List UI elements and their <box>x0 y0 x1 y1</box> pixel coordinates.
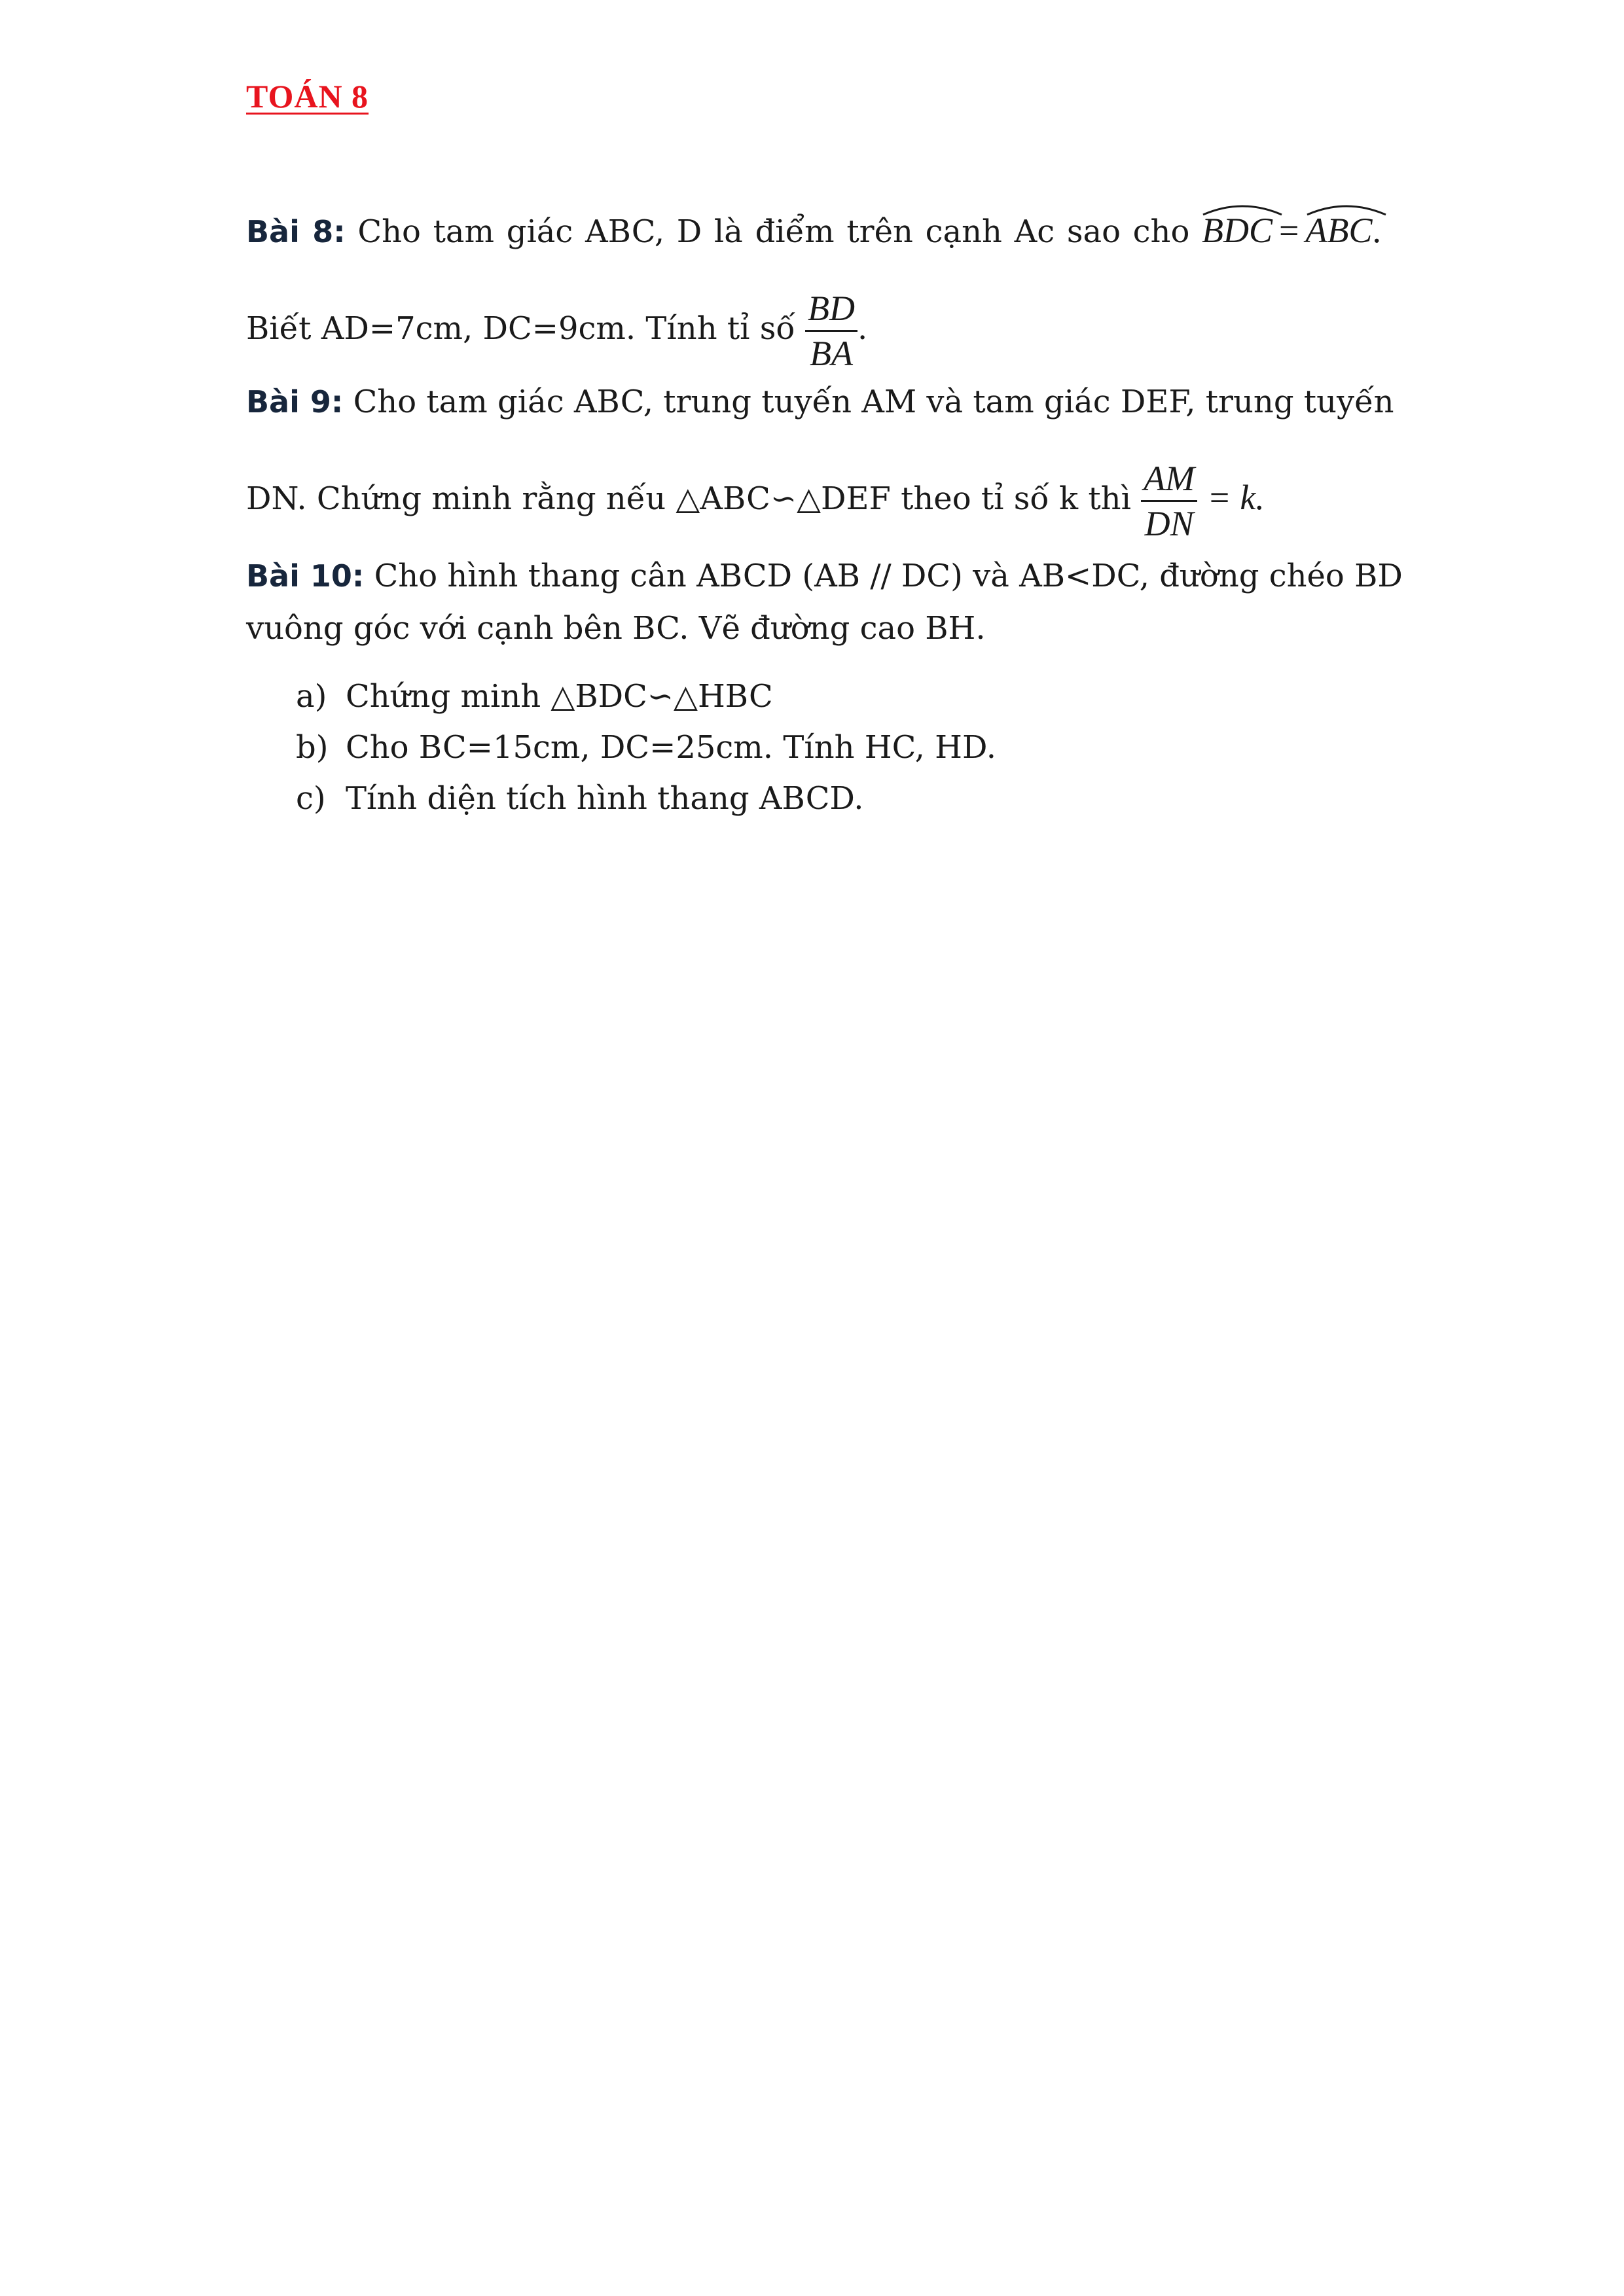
bai8-fraction <box>805 287 857 375</box>
fraction-numerator: AM <box>1141 457 1197 502</box>
bai8-line2: Biết AD=7cm, DC=9cm. Tính tỉ số $\frac{BD}{BA}$ . <box>246 287 867 375</box>
bai10-line1-text: Cho hình thang cân ABCD (AB // DC) và AB<DC, đường chéo BD <box>374 558 1403 594</box>
fraction-denominator: BA <box>810 334 854 373</box>
bai9-line2-text: DN. Chứng minh rằng nếu △ABC∽△DEF theo tỉ số k thì <box>246 480 1131 517</box>
list-item-text: Tính diện tích hình thang ABCD. <box>346 780 864 817</box>
list-item-text: Cho BC=15cm, DC=25cm. Tính HC, HD. <box>346 729 997 766</box>
list-item-text: Chứng minh △BDC∽△HBC <box>346 678 773 715</box>
bai10-line2 <box>246 609 986 648</box>
angle-bdc: BDC <box>1202 211 1272 250</box>
bai10-label: Bài 10: <box>246 558 365 594</box>
angle-hat-icon <box>1200 202 1284 216</box>
bai8-angle-equation: BDC = ABC. <box>1202 213 1381 250</box>
bai9-label: Bài 9: <box>246 384 344 420</box>
angle-abc: ABC <box>1306 211 1373 250</box>
list-marker: c) <box>296 780 326 817</box>
list-item <box>296 779 863 818</box>
bai10-line2-text: vuông góc với cạnh bên BC. Vẽ đường cao BH. <box>246 610 986 647</box>
bai8-line2-text: Biết AD=7cm, DC=9cm. Tính tỉ số <box>246 310 795 347</box>
list-item <box>296 728 996 767</box>
page-title: TOÁN 8 <box>246 78 369 115</box>
list-item <box>296 677 773 716</box>
bai8-label: Bài 8: <box>246 214 346 249</box>
bai9-line1-text: Cho tam giác ABC, trung tuyến AM và tam giác DEF, trung tuyến <box>353 384 1394 420</box>
angle-hat-icon <box>1305 202 1388 216</box>
bai8-line1 <box>246 211 1381 251</box>
list-marker: b) <box>296 729 329 766</box>
bai10-line1 <box>246 556 1403 596</box>
bai8-line1-text: Cho tam giác ABC, D là điểm trên cạnh Ac sao cho <box>357 213 1190 250</box>
bai9-fraction-tail: = k. <box>1207 478 1265 517</box>
bai9-fraction <box>1141 457 1197 545</box>
list-marker: a) <box>296 678 327 715</box>
fraction-denominator: DN <box>1144 504 1194 543</box>
fraction-numerator: BD <box>805 287 857 332</box>
bai9-line1 <box>246 382 1394 422</box>
equals-sign: = <box>1279 211 1299 250</box>
bai9-line2 <box>246 457 1265 545</box>
